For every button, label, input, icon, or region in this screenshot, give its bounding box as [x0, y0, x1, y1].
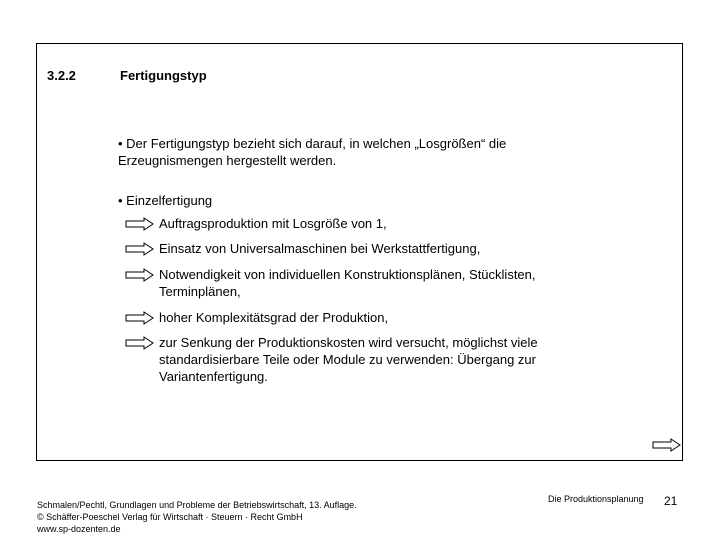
subheading-einzelfertigung: • Einzelfertigung: [118, 193, 213, 208]
right-arrow-icon: [125, 336, 155, 350]
intro-line: Erzeugnismengen hergestellt werden.: [118, 153, 337, 168]
list-item-line: zur Senkung der Produktionskosten wird versucht, möglichst viele: [159, 335, 538, 350]
next-arrow-icon[interactable]: [652, 438, 682, 452]
right-arrow-icon: [125, 242, 155, 256]
list-item-line: Variantenfertigung.: [159, 369, 268, 384]
intro-line: • Der Fertigungstyp bezieht sich darauf, in welchen „Losgrößen“ die: [118, 136, 507, 151]
intro-paragraph: [118, 135, 588, 169]
list-item-line: Notwendigkeit von individuellen Konstruktionsplänen, Stücklisten,: [159, 267, 536, 282]
list-item-line: Terminplänen,: [159, 284, 241, 299]
page-number: 21: [664, 494, 678, 508]
footer-line: © Schäffer-Poeschel Verlag für Wirtschaft · Steuern · Recht GmbH: [37, 512, 303, 522]
footer-link: www.sp-dozenten.de: [37, 524, 121, 534]
section-number: 3.2.2: [47, 68, 76, 83]
list-item-line: standardisierbare Teile oder Module zu verwenden: Übergang zur: [159, 352, 536, 367]
list-item-line: Einsatz von Universalmaschinen bei Werkstattfertigung,: [159, 241, 481, 256]
right-arrow-icon: [125, 311, 155, 325]
list-item-line: Auftragsproduktion mit Losgröße von 1,: [159, 216, 387, 231]
chapter-label: Die Produktionsplanung: [548, 494, 644, 504]
right-arrow-icon: [125, 217, 155, 231]
footer-line: Schmalen/Pechtl, Grundlagen und Probleme der Betriebswirtschaft, 13. Auflage.: [37, 500, 357, 510]
footer-citation: [37, 499, 357, 535]
section-title: Fertigungstyp: [120, 68, 207, 83]
list-item-line: hoher Komplexitätsgrad der Produktion,: [159, 310, 389, 325]
right-arrow-icon: [125, 268, 155, 282]
